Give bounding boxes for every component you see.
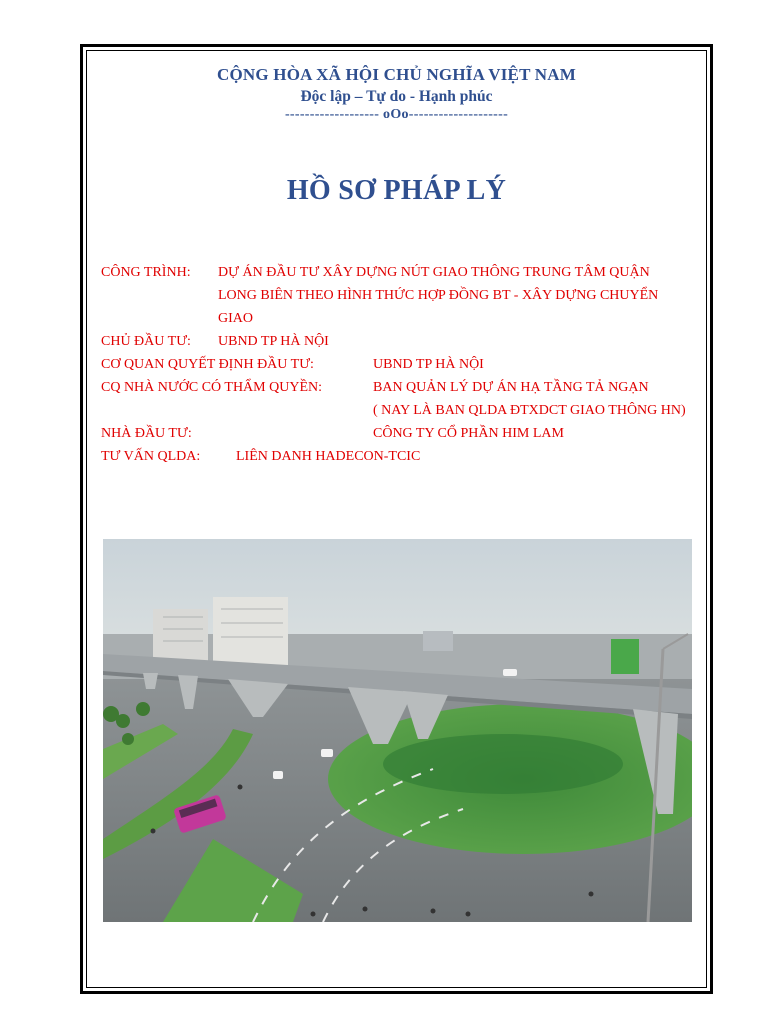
- info-row-chu-dau-tu: [101, 330, 701, 353]
- cong-trinh-value-line1: DỰ ÁN ĐẦU TƯ XÂY DỰNG NÚT GIAO THÔNG TRUNG TÂM QUẬN: [218, 265, 650, 280]
- interchange-photo: [103, 539, 692, 922]
- info-row-cq-nha-nuoc: [101, 376, 701, 422]
- info-row-co-quan: [101, 353, 701, 376]
- national-header: [83, 65, 710, 123]
- cong-trinh-value-line3: GIAO: [218, 311, 253, 326]
- nha-dau-tu-value: CÔNG TY CỔ PHẦN HIM LAM: [373, 426, 564, 441]
- nation-name: CỘNG HÒA XÃ HỘI CHỦ NGHĨA VIỆT NAM: [217, 65, 576, 84]
- nha-dau-tu-label: NHÀ ĐẦU TƯ:: [101, 426, 192, 441]
- cq-nha-nuoc-value-line2: ( NAY LÀ BAN QLDA ĐTXDCT GIAO THÔNG HN): [373, 403, 686, 418]
- tu-van-value: LIÊN DANH HADECON-TCIC: [236, 449, 421, 464]
- chu-dau-tu-label: CHỦ ĐẦU TƯ:: [101, 334, 191, 349]
- co-quan-value: UBND TP HÀ NỘI: [373, 357, 484, 372]
- co-quan-label: CƠ QUAN QUYẾT ĐỊNH ĐẦU TƯ:: [101, 357, 314, 372]
- cq-nha-nuoc-label: CQ NHÀ NƯỚC CÓ THẨM QUYỀN:: [101, 380, 322, 395]
- cong-trinh-label: CÔNG TRÌNH:: [101, 265, 191, 280]
- document-title: HỒ SƠ PHÁP LÝ: [286, 175, 507, 206]
- info-row-nha-dau-tu: [101, 422, 701, 445]
- tu-van-label: TƯ VẤN QLDA:: [101, 449, 201, 464]
- info-row-tu-van: [101, 445, 701, 468]
- cq-nha-nuoc-value-line1: BAN QUẢN LÝ DỰ ÁN HẠ TẦNG TẢ NGẠN: [373, 380, 649, 395]
- info-row-cong-trinh: [101, 261, 701, 330]
- national-motto: Độc lập – Tự do - Hạnh phúc: [300, 88, 493, 105]
- project-info: [101, 261, 701, 468]
- header-divider: ------------------- oOo--------------------: [284, 107, 509, 122]
- cong-trinh-value-line2: LONG BIÊN THEO HÌNH THỨC HỢP ĐỒNG BT - XÂY DỰNG CHUYỂN: [218, 288, 659, 303]
- chu-dau-tu-value: UBND TP HÀ NỘI: [218, 334, 329, 349]
- page-border: [80, 44, 713, 994]
